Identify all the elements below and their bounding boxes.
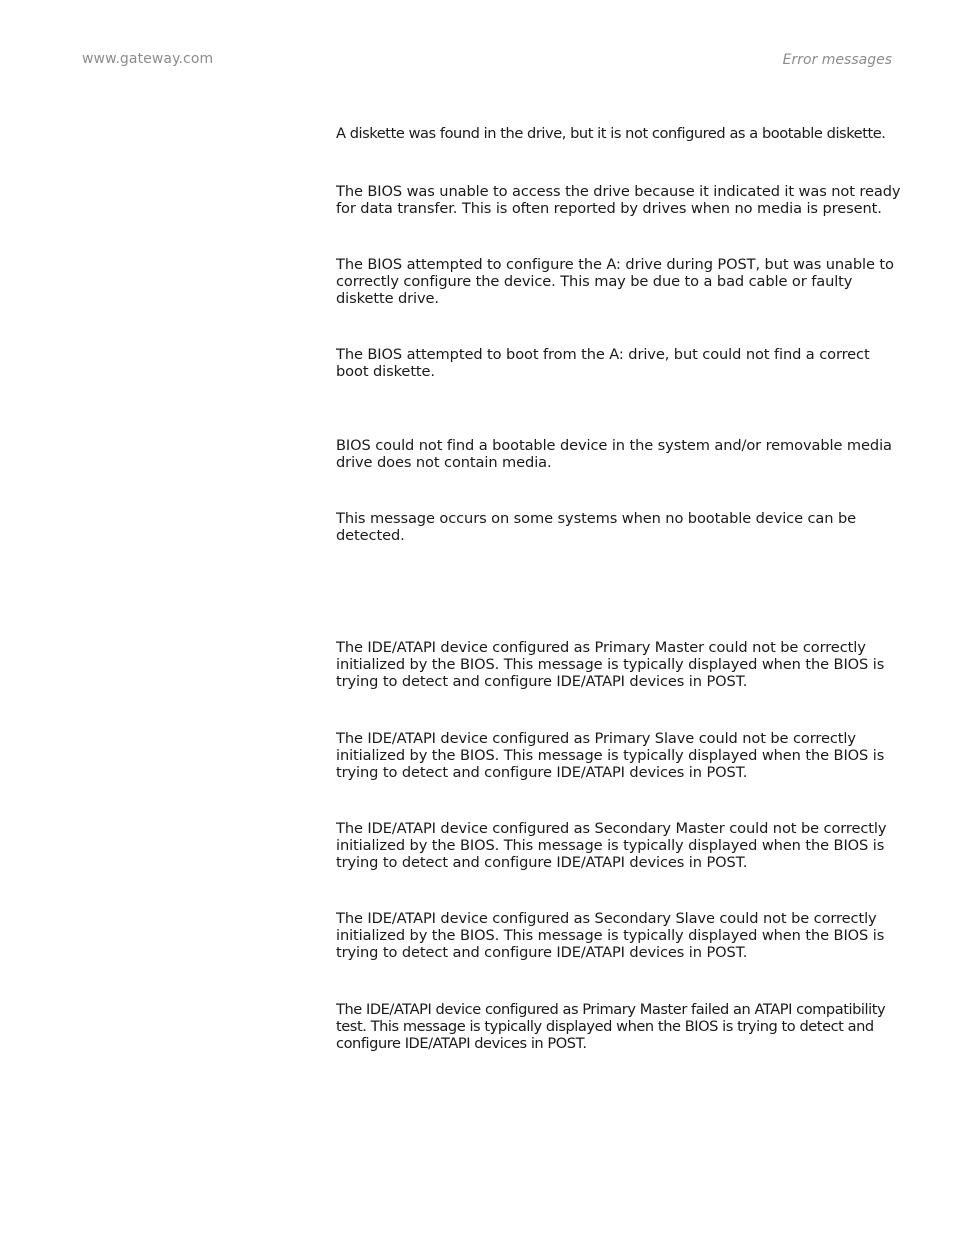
- header-website: www.gateway.com: [82, 51, 214, 67]
- entry-description: The IDE/ATAPI device configured as Primary Slave could not be correctly initialized by the BIOS. This message is typically displayed when the BIOS is trying to detect and configure IDE/ATAPI devices in POST.: [336, 730, 885, 782]
- entry-description: The BIOS attempted to configure the A: drive during POST, but was unable to correctly configure the device. This may be due to a bad cable or faulty diskette drive.: [336, 256, 894, 308]
- entry-description: The IDE/ATAPI device configured as Primary Master failed an ATAPI compatibility test. This message is typically displayed when the BIOS is trying to detect and configure IDE/ATAPI devices in POST.: [336, 1001, 886, 1053]
- entry-description: A diskette was found in the drive, but it is not configured as a bootable diskette.: [336, 125, 886, 142]
- entry-description: BIOS could not find a bootable device in the system and/or removable media drive does not contain media.: [336, 437, 892, 472]
- entry-description: The BIOS was unable to access the drive because it indicated it was not ready for data transfer. This is often reported by drives when no media is present.: [336, 183, 901, 218]
- entry-description: The IDE/ATAPI device configured as Secondary Master could not be correctly initialized by the BIOS. This message is typically displayed when the BIOS is trying to detect and configure IDE/ATAPI devices in POST.: [336, 820, 887, 872]
- entry-description: The IDE/ATAPI device configured as Secondary Slave could not be correctly initialized by the BIOS. This message is typically displayed when the BIOS is trying to detect and configure IDE/ATAPI devices in POST.: [336, 910, 885, 962]
- header-section-title: Error messages: [782, 52, 892, 68]
- entry-description: This message occurs on some systems when no bootable device can be detected.: [336, 510, 857, 545]
- entry-description: The BIOS attempted to boot from the A: drive, but could not find a correct boot diskette.: [336, 346, 870, 381]
- page-header: [82, 51, 892, 71]
- entry-description: The IDE/ATAPI device configured as Primary Master could not be correctly initialized by the BIOS. This message is typically displayed when the BIOS is trying to detect and configure IDE/ATAPI devices in POST.: [336, 639, 885, 691]
